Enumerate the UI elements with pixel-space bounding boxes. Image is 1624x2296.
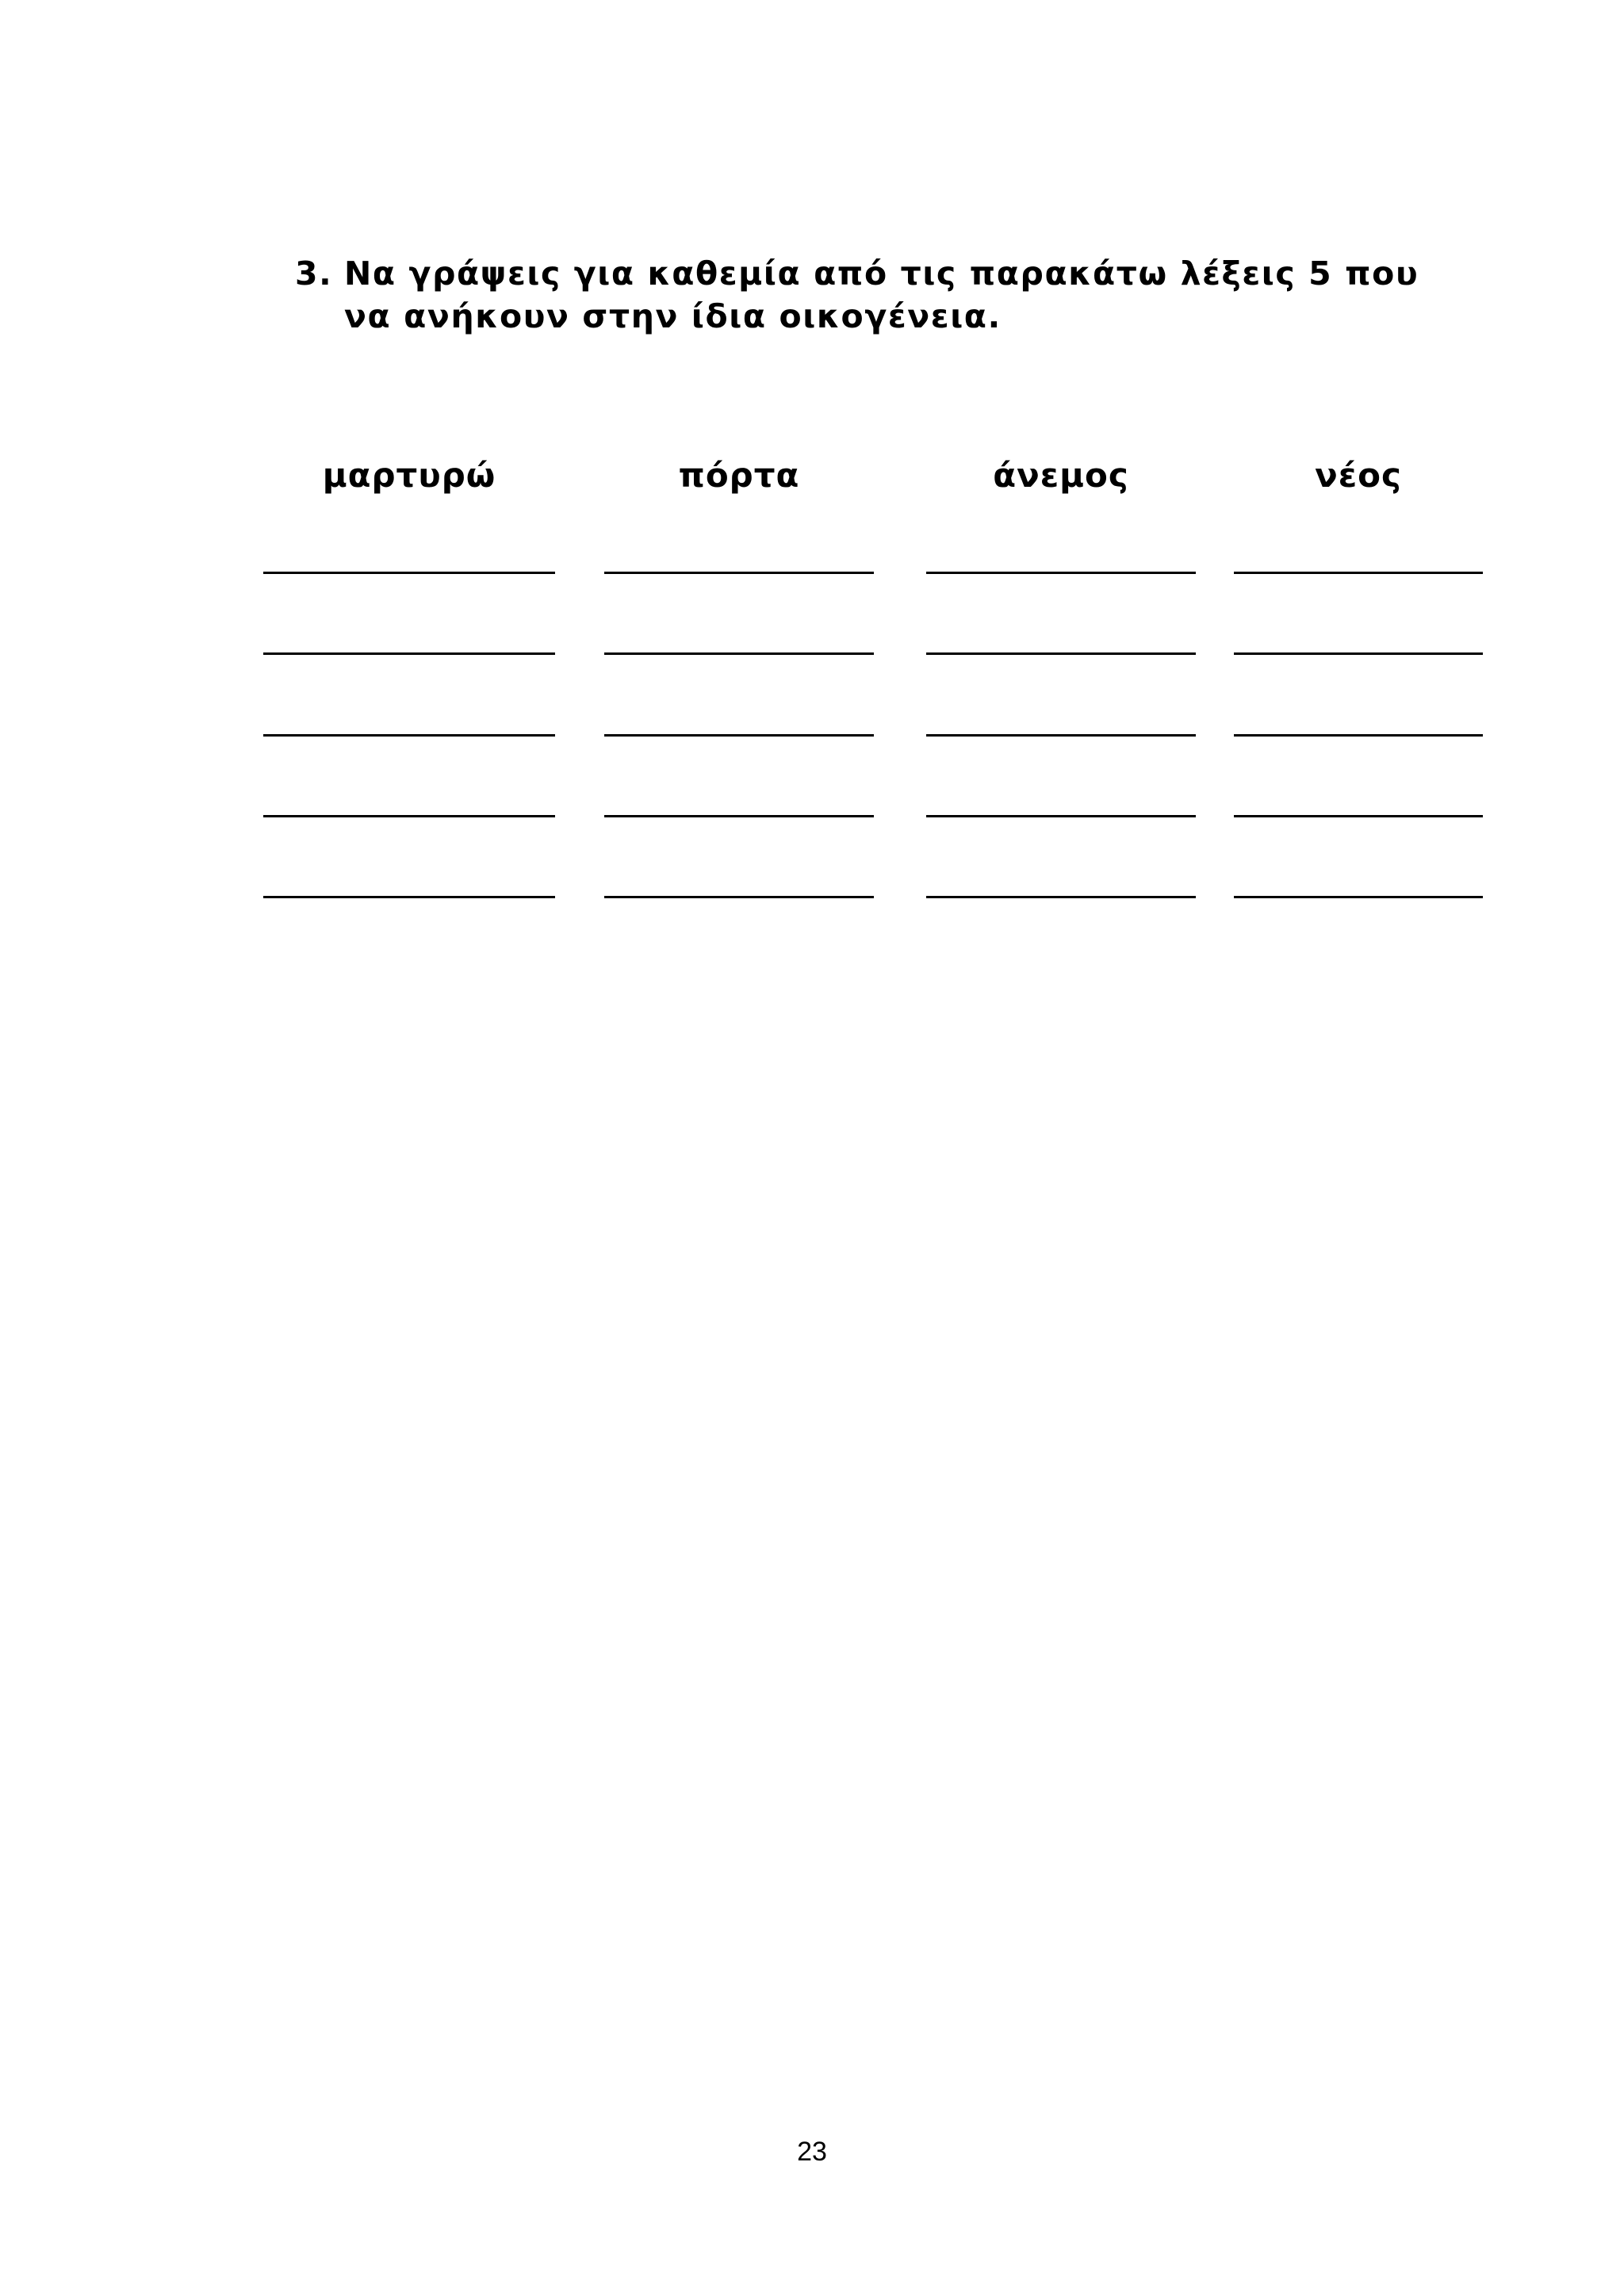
answer-blank-col-2-row-4[interactable] xyxy=(604,815,874,817)
instruction-line-1: Να γράψεις για καθεμία από τις παρακάτω λέξεις 5 που xyxy=(344,254,1419,293)
answer-blank-col-4-row-1[interactable] xyxy=(1234,572,1483,574)
answer-blank-col-3-row-5[interactable] xyxy=(926,896,1196,898)
headword-col-3: άνεμος xyxy=(993,456,1129,495)
page-number: 23 xyxy=(797,2137,827,2167)
answer-blank-col-1-row-5[interactable] xyxy=(263,896,555,898)
answer-blank-col-2-row-1[interactable] xyxy=(604,572,874,574)
answer-blank-col-2-row-2[interactable] xyxy=(604,652,874,655)
answer-blank-col-4-row-3[interactable] xyxy=(1234,734,1483,737)
headword-col-1: μαρτυρώ xyxy=(322,456,496,495)
headword-col-4: νέος xyxy=(1315,456,1402,495)
answer-blank-col-3-row-4[interactable] xyxy=(926,815,1196,817)
answer-blank-col-3-row-3[interactable] xyxy=(926,734,1196,737)
answer-blank-col-1-row-2[interactable] xyxy=(263,652,555,655)
answer-blank-col-1-row-4[interactable] xyxy=(263,815,555,817)
answer-blank-col-4-row-5[interactable] xyxy=(1234,896,1483,898)
answer-blank-col-3-row-2[interactable] xyxy=(926,652,1196,655)
answer-blank-col-4-row-4[interactable] xyxy=(1234,815,1483,817)
answer-blank-col-1-row-1[interactable] xyxy=(263,572,555,574)
answer-blank-col-2-row-3[interactable] xyxy=(604,734,874,737)
answer-blank-col-1-row-3[interactable] xyxy=(263,734,555,737)
instruction-line-2: να ανήκουν στην ίδια οικογένεια. xyxy=(344,297,1002,335)
exercise-instruction xyxy=(295,252,1421,338)
exercise-number: 3. xyxy=(295,254,333,293)
answer-blank-col-3-row-1[interactable] xyxy=(926,572,1196,574)
headword-col-2: πόρτα xyxy=(678,456,800,495)
answer-blank-col-2-row-5[interactable] xyxy=(604,896,874,898)
answer-blank-col-4-row-2[interactable] xyxy=(1234,652,1483,655)
